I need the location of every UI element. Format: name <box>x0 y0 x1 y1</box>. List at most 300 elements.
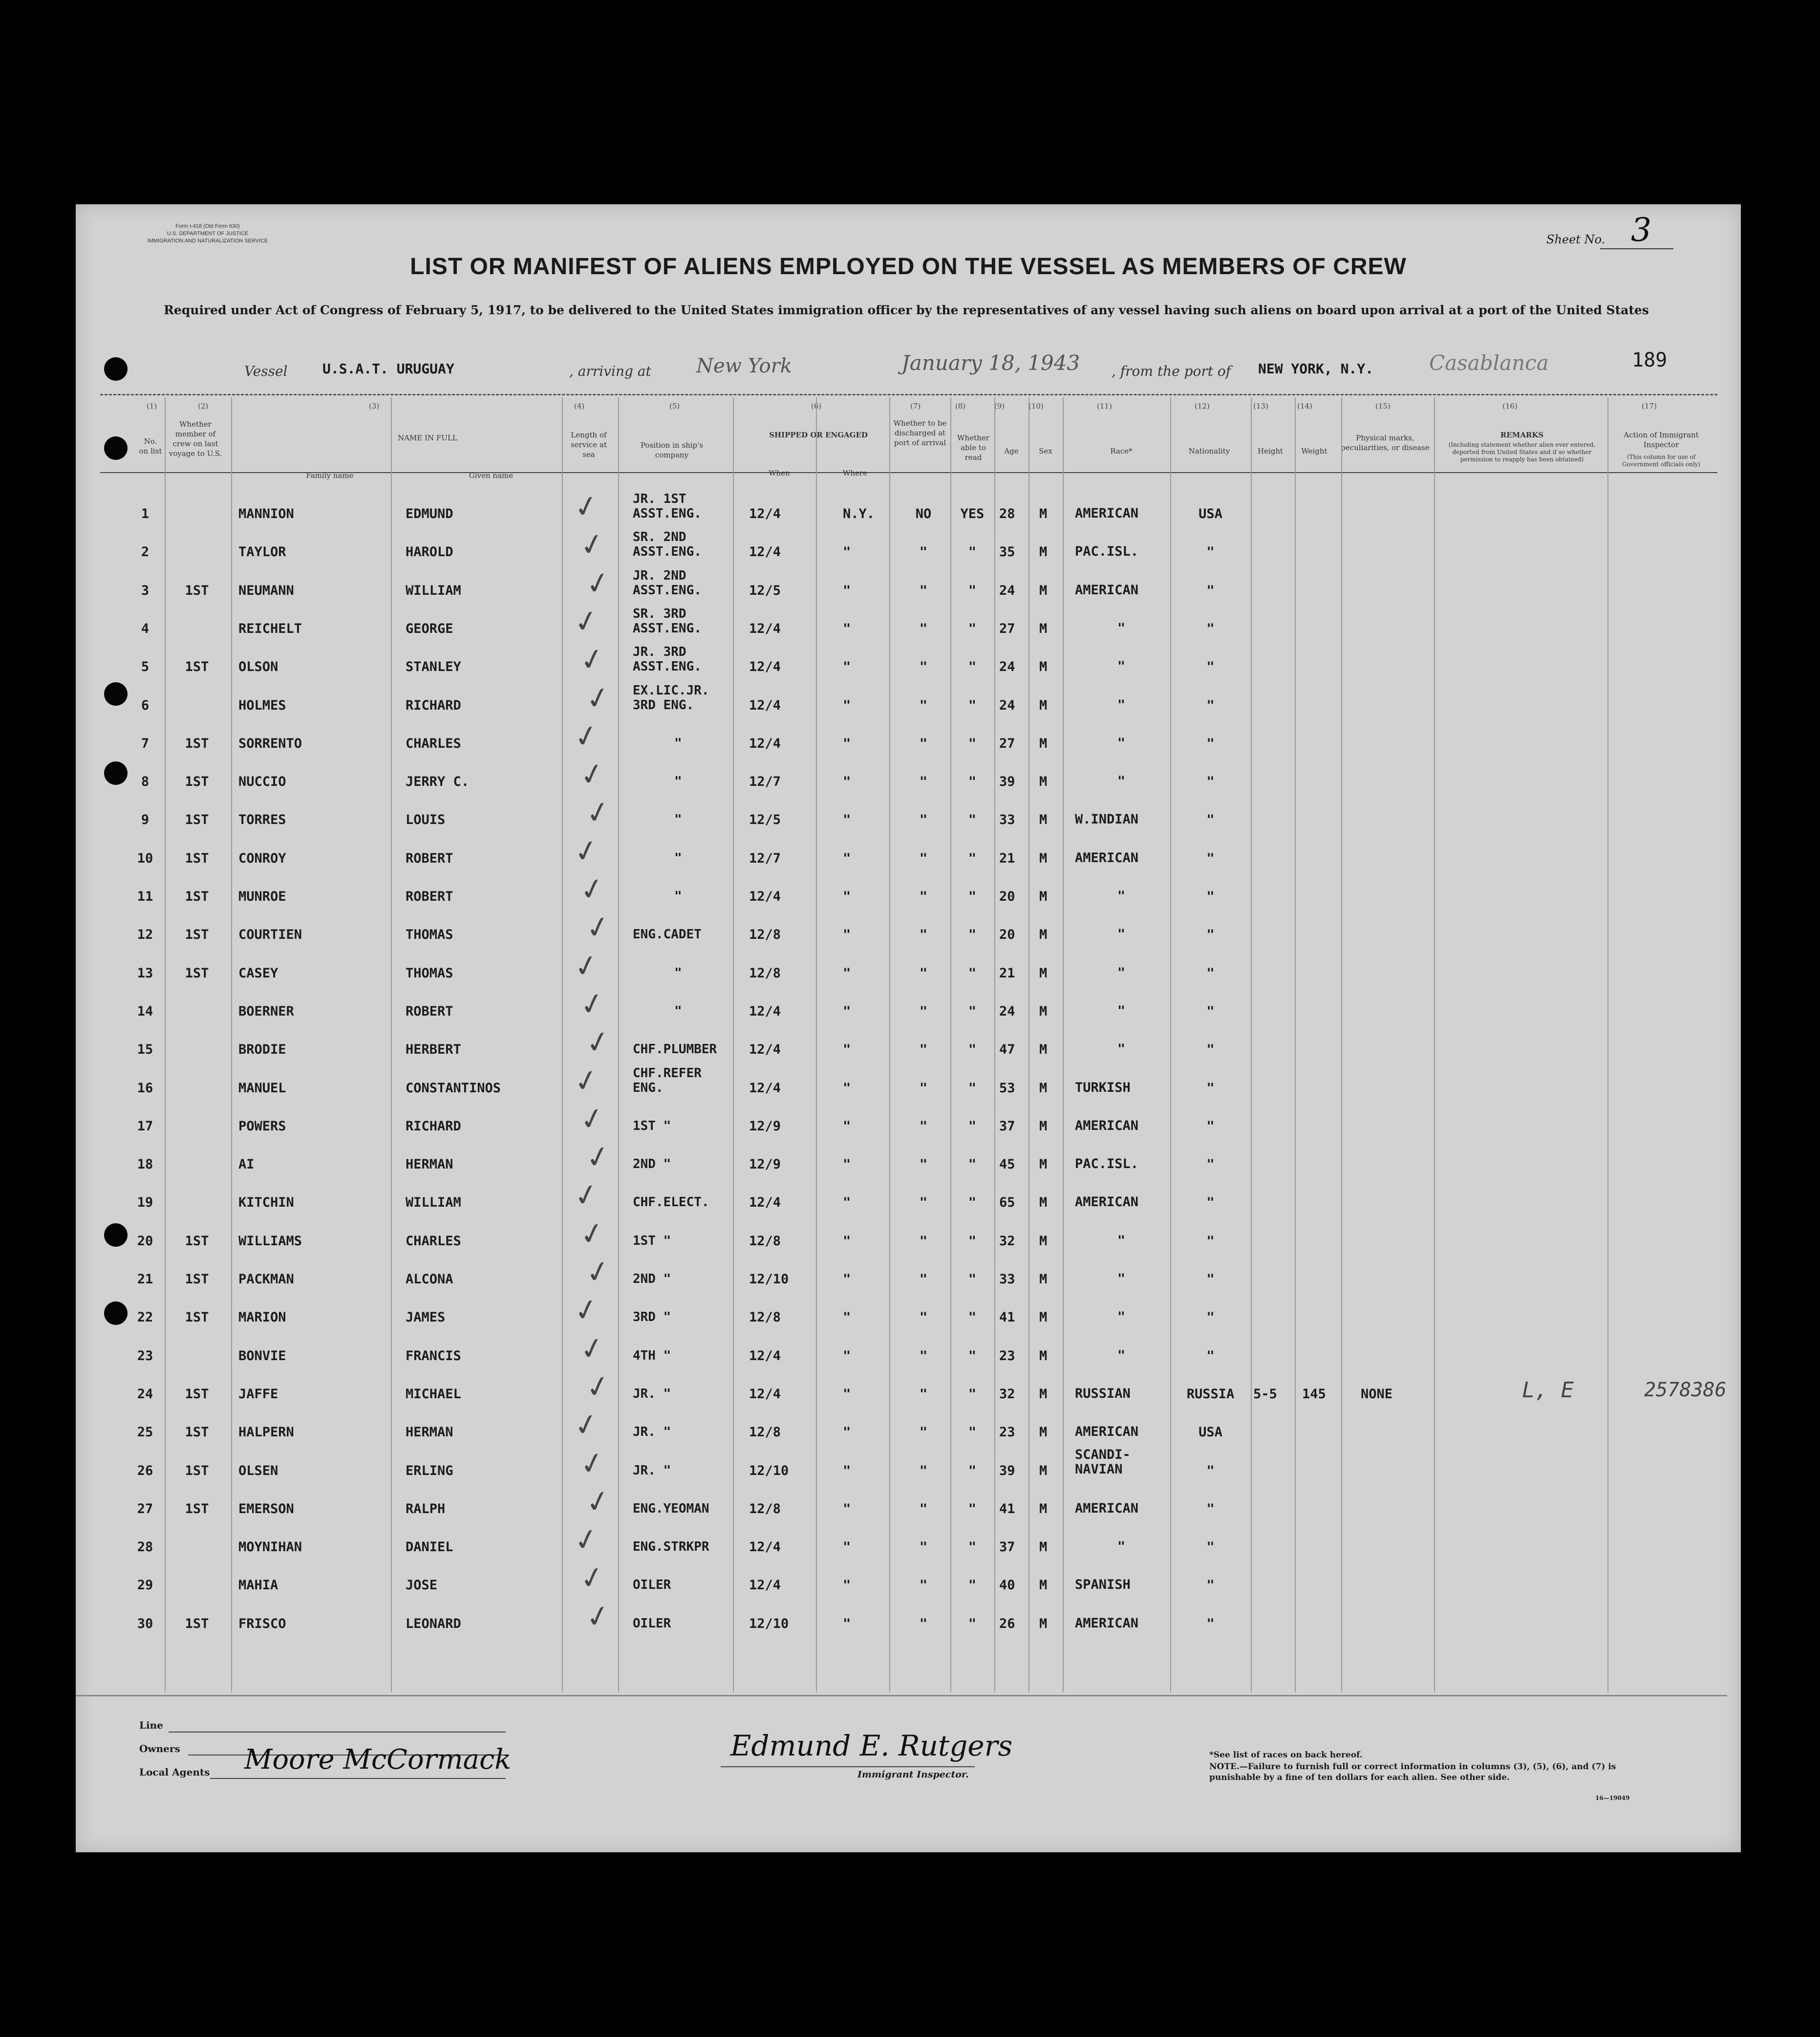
given-name: JAMES <box>406 1310 446 1325</box>
position-line-2: " <box>674 965 682 980</box>
table-row <box>76 1214 1741 1263</box>
shipped-when: 12/8 <box>749 1501 781 1517</box>
able-to-read: " <box>968 812 977 828</box>
shipped-where: " <box>843 1233 851 1249</box>
sex: M <box>1039 659 1048 675</box>
discharged: " <box>919 621 928 636</box>
position-line-2: JR. " <box>633 1425 671 1440</box>
sex: M <box>1039 850 1048 866</box>
position-in-ship <box>633 1410 730 1439</box>
able-to-read: " <box>968 1233 977 1249</box>
shipped-where: " <box>843 774 851 790</box>
row-number: 5 <box>141 659 150 675</box>
row-number: 11 <box>137 889 153 904</box>
family-name: JAFFE <box>238 1386 278 1402</box>
position-in-ship <box>633 1563 730 1592</box>
manifest-sheet <box>76 204 1741 1852</box>
age: 41 <box>999 1501 1015 1517</box>
able-to-read: " <box>968 1157 977 1172</box>
position-line-1 <box>633 1295 730 1310</box>
row-number: 4 <box>141 621 150 636</box>
shipped-where: N.Y. <box>843 506 875 521</box>
table-row <box>76 640 1741 689</box>
form-id <box>144 223 271 245</box>
row-number: 28 <box>137 1539 153 1555</box>
footer-owners-label: Owners <box>139 1743 180 1755</box>
sex: M <box>1039 927 1048 943</box>
able-to-read: " <box>968 1310 977 1325</box>
table-row <box>76 1597 1741 1646</box>
nationality: " <box>1206 1042 1215 1058</box>
race: W.INDIAN <box>1075 812 1139 827</box>
form-id-line: IMMIGRATION AND NATURALIZATION SERVICE <box>147 238 268 244</box>
family-name: HALPERN <box>238 1425 294 1440</box>
row-number: 23 <box>137 1348 153 1364</box>
shipped-when: 12/8 <box>749 965 781 981</box>
col-header-weight: Weight <box>1301 447 1328 455</box>
col-number: (14) <box>1297 402 1312 411</box>
age: 35 <box>999 544 1015 560</box>
family-name: CONROY <box>238 850 286 866</box>
able-to-read: " <box>968 965 977 981</box>
given-name: FRANCIS <box>406 1348 461 1364</box>
document-subtitle: Required under Act of Congress of February 5, 1917, to be delivered to the United States immigration officer by the representatives of any vessel having such aliens on board upon arrival at a port of the United States <box>164 303 1649 317</box>
prev-voyage: 1ST <box>185 850 209 866</box>
discharged: " <box>919 927 928 943</box>
check-mark-icon: ✓ <box>571 1520 602 1560</box>
sex: M <box>1039 1003 1048 1019</box>
position-in-ship <box>633 1525 730 1554</box>
given-name: JOSE <box>406 1578 438 1593</box>
position-in-ship <box>633 1372 730 1401</box>
row-number: 26 <box>137 1463 153 1478</box>
sheet-number: 3 <box>1631 211 1651 249</box>
able-to-read: " <box>968 621 977 636</box>
sex: M <box>1039 583 1048 598</box>
family-name: NEUMANN <box>238 583 294 598</box>
given-name: ROBERT <box>406 850 453 866</box>
col-number: (7) <box>910 402 921 411</box>
shipped-when: 12/8 <box>749 1425 781 1440</box>
col-header-shipped: SHIPPED OR ENGAGED <box>769 431 868 439</box>
shipped-when: 12/9 <box>749 1118 781 1134</box>
discharged: " <box>919 1386 928 1402</box>
position-in-ship <box>633 1180 730 1210</box>
age: 65 <box>999 1195 1015 1211</box>
check-mark-icon: ✓ <box>582 793 614 832</box>
shipped-where: " <box>843 965 851 981</box>
prev-voyage: 1ST <box>185 812 209 828</box>
prev-voyage: 1ST <box>185 1425 209 1440</box>
vessel-name: U.S.A.T. URUGUAY <box>322 361 454 377</box>
nationality: RUSSIA <box>1186 1386 1235 1402</box>
table-row <box>76 1253 1741 1301</box>
position-line-2: " <box>674 736 682 751</box>
position-line-2: ASST.ENG. <box>633 621 702 636</box>
penalty-note: NOTE.—Failure to furnish full or correct information in columns (3), (5), (6), and (7) is punishable by a fine of ten dollars for each alien. See other side. <box>1209 1762 1616 1782</box>
age: 32 <box>999 1233 1015 1249</box>
age: 37 <box>999 1539 1015 1555</box>
col-header-action-sub: (This column for use of Government officials only) <box>1622 454 1701 468</box>
col-header-remarks-sub: (Including statement whether alien ever entered, deported from United States and if so whether permission to reapply has been obtained) <box>1448 441 1596 463</box>
col-number: (15) <box>1375 402 1391 411</box>
header-rule <box>100 394 1717 395</box>
discharged: " <box>919 1157 928 1172</box>
age: 21 <box>999 850 1015 866</box>
discharged: " <box>919 1118 928 1134</box>
position-in-ship <box>633 836 730 866</box>
nationality: " <box>1206 1501 1215 1517</box>
discharged: " <box>919 736 928 751</box>
family-name: SORRENTO <box>238 736 302 751</box>
shipped-when: 12/4 <box>749 697 781 713</box>
document-title: LIST OR MANIFEST OF ALIENS EMPLOYED ON THE VESSEL AS MEMBERS OF CREW <box>410 254 1407 280</box>
prev-voyage: 1ST <box>185 1501 209 1517</box>
position-in-ship <box>633 683 730 713</box>
discharged: " <box>919 1272 928 1287</box>
shipped-where: " <box>843 1042 851 1058</box>
check-mark-icon: ✓ <box>577 1214 608 1254</box>
able-to-read: " <box>968 1501 977 1517</box>
position-in-ship <box>633 721 730 751</box>
age: 28 <box>999 506 1015 521</box>
prev-voyage: 1ST <box>185 1233 209 1249</box>
nationality: " <box>1206 850 1215 866</box>
nationality: " <box>1206 1195 1215 1211</box>
age: 21 <box>999 965 1015 981</box>
arriving-label: , arriving at <box>569 363 651 379</box>
nationality: " <box>1206 927 1215 943</box>
table-row <box>76 717 1741 765</box>
row-number: 14 <box>137 1003 153 1019</box>
given-name: HAROLD <box>406 544 453 560</box>
given-name: HERMAN <box>406 1157 453 1172</box>
given-name: CONSTANTINOS <box>406 1080 501 1096</box>
shipped-where: " <box>843 1272 851 1287</box>
discharged: " <box>919 1003 928 1019</box>
shipped-when: 12/4 <box>749 544 781 560</box>
prev-voyage: 1ST <box>185 965 209 981</box>
check-mark-icon: ✓ <box>571 487 602 526</box>
position-line-2: 2ND " <box>633 1272 671 1286</box>
able-to-read: " <box>968 774 977 790</box>
sheet-number-line <box>1600 248 1673 249</box>
age: 24 <box>999 583 1015 598</box>
race: AMERICAN <box>1075 1615 1139 1631</box>
position-in-ship <box>633 912 730 942</box>
shipped-where: " <box>843 1539 851 1555</box>
position-line-2: ENG.YEOMAN <box>633 1501 709 1516</box>
check-mark-icon: ✓ <box>577 525 608 564</box>
col-number: (10) <box>1028 402 1044 411</box>
race: TURKISH <box>1075 1080 1131 1095</box>
table-row <box>76 1176 1741 1224</box>
position-in-ship <box>633 1487 730 1516</box>
col-number: (12) <box>1195 402 1210 411</box>
table-row <box>76 870 1741 918</box>
shipped-where: " <box>843 1463 851 1478</box>
able-to-read: " <box>968 1425 977 1440</box>
position-line-1 <box>633 1142 730 1157</box>
race: AMERICAN <box>1075 506 1139 521</box>
position-line-1: SR. 3RD <box>633 606 686 621</box>
race: " <box>1117 620 1126 636</box>
sex: M <box>1039 1118 1048 1134</box>
position-in-ship <box>633 1295 730 1324</box>
footer-agents-label: Local Agents <box>139 1766 210 1778</box>
position-line-2: " <box>674 850 682 866</box>
nationality: " <box>1206 621 1215 636</box>
footer-line-label: Line <box>139 1719 163 1731</box>
physical-marks: NONE <box>1361 1386 1393 1402</box>
nationality: USA <box>1199 506 1222 521</box>
shipped-where: " <box>843 889 851 904</box>
able-to-read: " <box>968 1080 977 1096</box>
age: 37 <box>999 1118 1015 1134</box>
position-line-1 <box>633 1563 730 1578</box>
height: 5-5 <box>1253 1386 1277 1402</box>
family-name: HOLMES <box>238 697 286 713</box>
race: " <box>1117 927 1126 942</box>
shipped-where: " <box>843 1195 851 1211</box>
shipped-when: 12/4 <box>749 1386 781 1402</box>
shipped-when: 12/4 <box>749 1080 781 1096</box>
sex: M <box>1039 1157 1048 1172</box>
position-line-2: CHF.PLUMBER <box>633 1042 717 1057</box>
family-name: TAYLOR <box>238 544 286 560</box>
shipped-when: 12/5 <box>749 812 781 828</box>
family-name: OLSEN <box>238 1463 278 1478</box>
discharged: " <box>919 659 928 675</box>
given-name: MICHAEL <box>406 1386 461 1402</box>
nationality: " <box>1206 965 1215 981</box>
col-header-age: Age <box>1004 447 1019 455</box>
position-line-1: CHF.REFER <box>633 1065 702 1081</box>
prev-voyage: 1ST <box>185 774 209 790</box>
table-row <box>76 1138 1741 1186</box>
check-mark-icon: ✓ <box>577 1329 608 1368</box>
position-in-ship <box>633 1449 730 1478</box>
nationality: " <box>1206 736 1215 751</box>
position-line-1: SR. 2ND <box>633 530 686 545</box>
race: PAC.ISL. <box>1075 1156 1139 1172</box>
check-mark-icon: ✓ <box>577 985 608 1024</box>
discharged: " <box>919 1501 928 1517</box>
discharged: " <box>919 1195 928 1211</box>
sex: M <box>1039 1310 1048 1325</box>
position-line-2: JR. " <box>633 1463 671 1478</box>
row-number: 20 <box>137 1233 153 1249</box>
position-in-ship <box>633 1104 730 1133</box>
prev-voyage: 1ST <box>185 1310 209 1325</box>
row-number: 27 <box>137 1501 153 1517</box>
position-line-2: " <box>674 774 682 789</box>
age: 23 <box>999 1348 1015 1364</box>
age: 24 <box>999 1003 1015 1019</box>
family-name: MANNION <box>238 506 294 521</box>
prev-voyage: 1ST <box>185 736 209 751</box>
col-header-no: No. on list <box>139 437 162 455</box>
age: 33 <box>999 812 1015 828</box>
check-mark-icon: ✓ <box>582 1023 614 1062</box>
position-line-2: ASST.ENG. <box>633 583 702 598</box>
family-name: REICHELT <box>238 621 302 636</box>
shipped-where: " <box>843 583 851 598</box>
shipped-where: " <box>843 1425 851 1440</box>
arriving-port: New York <box>696 355 792 377</box>
sex: M <box>1039 506 1048 521</box>
position-line-2: ENG.CADET <box>633 927 702 942</box>
from-port-handwritten: Casablanca <box>1429 351 1549 375</box>
age: 24 <box>999 697 1015 713</box>
shipped-where: " <box>843 1310 851 1325</box>
family-name: BRODIE <box>238 1042 286 1058</box>
position-in-ship <box>633 1027 730 1057</box>
col-number: (16) <box>1502 402 1518 411</box>
col-header-discharged: Whether to be discharged at port of arrival <box>893 419 947 447</box>
able-to-read: " <box>968 1348 977 1364</box>
position-line-1 <box>633 836 730 851</box>
shipped-when: 12/4 <box>749 1042 781 1058</box>
family-name: OLSON <box>238 659 278 675</box>
race: " <box>1117 1271 1126 1286</box>
col-number: (1) <box>147 402 157 411</box>
check-mark-icon: ✓ <box>571 602 602 641</box>
given-name: HERBERT <box>406 1042 461 1058</box>
inspector-action: 2578386 <box>1644 1378 1727 1401</box>
given-name: ROBERT <box>406 1003 453 1019</box>
family-name: POWERS <box>238 1118 286 1134</box>
nationality: " <box>1206 812 1215 828</box>
col-number: (13) <box>1253 402 1268 411</box>
col-header-height: Height <box>1257 447 1284 455</box>
col-header-race: Race* <box>1110 447 1133 455</box>
sex: M <box>1039 889 1048 904</box>
sex: M <box>1039 544 1048 560</box>
col-header-family: Family name <box>306 471 354 480</box>
prev-voyage: 1ST <box>185 1616 209 1631</box>
sex: M <box>1039 965 1048 981</box>
table-row <box>76 487 1741 536</box>
row-number: 17 <box>137 1118 153 1134</box>
footer-line-rule <box>169 1732 506 1733</box>
given-name: CHARLES <box>406 736 461 751</box>
arrival-date: January 18, 1943 <box>901 351 1080 375</box>
col-number: (17) <box>1642 402 1657 411</box>
discharged: " <box>919 1539 928 1555</box>
row-number: 1 <box>141 506 150 521</box>
table-row <box>76 1291 1741 1339</box>
able-to-read: " <box>968 659 977 675</box>
given-name: CHARLES <box>406 1233 461 1249</box>
col-header-able-read: Whether able to read <box>957 433 989 462</box>
able-to-read: " <box>968 1195 977 1211</box>
shipped-where: " <box>843 621 851 636</box>
sex: M <box>1039 812 1048 828</box>
discharged: " <box>919 697 928 713</box>
given-name: STANLEY <box>406 659 461 675</box>
position-in-ship <box>633 1257 730 1286</box>
col-header-nationality: Nationality <box>1188 447 1230 455</box>
family-name: EMERSON <box>238 1501 294 1517</box>
position-line-2: 4TH " <box>633 1348 671 1363</box>
sex: M <box>1039 1616 1048 1631</box>
position-line-2: " <box>674 889 682 904</box>
remarks: L, E <box>1522 1377 1574 1403</box>
family-name: FRISCO <box>238 1616 286 1631</box>
able-to-read: " <box>968 927 977 943</box>
given-name: RICHARD <box>406 697 461 713</box>
shipped-when: 12/4 <box>749 1003 781 1019</box>
nationality: " <box>1206 1539 1215 1555</box>
position-line-1 <box>633 1372 730 1387</box>
position-in-ship <box>633 607 730 636</box>
nationality: USA <box>1199 1425 1222 1440</box>
prev-voyage: 1ST <box>185 1463 209 1478</box>
discharged: " <box>919 812 928 828</box>
discharged: " <box>919 1042 928 1058</box>
col-number: (2) <box>198 402 209 411</box>
shipped-when: 12/4 <box>749 1348 781 1364</box>
age: 20 <box>999 927 1015 943</box>
given-name: LOUIS <box>406 812 446 828</box>
check-mark-icon: ✓ <box>582 1597 614 1636</box>
race: " <box>1117 1041 1126 1057</box>
table-row <box>76 793 1741 842</box>
nationality: " <box>1206 1118 1215 1134</box>
position-in-ship <box>633 759 730 789</box>
shipped-where: " <box>843 1348 851 1364</box>
able-to-read: " <box>968 544 977 560</box>
position-line-2: ASST.ENG. <box>633 659 702 674</box>
table-row <box>76 1023 1741 1071</box>
row-number: 6 <box>141 697 150 713</box>
weight: 145 <box>1302 1386 1326 1402</box>
inspector-label: Immigrant Inspector. <box>857 1769 969 1780</box>
shipped-where: " <box>843 812 851 828</box>
col-number: (8) <box>955 402 966 411</box>
family-name: CASEY <box>238 965 278 981</box>
table-row <box>76 832 1741 880</box>
discharged: " <box>919 544 928 560</box>
prev-voyage: 1ST <box>185 927 209 943</box>
check-mark-icon: ✓ <box>577 870 608 909</box>
shipped-when: 12/4 <box>749 1578 781 1593</box>
race: " <box>1117 774 1126 789</box>
shipped-where: " <box>843 1501 851 1517</box>
position-in-ship <box>633 1334 730 1363</box>
agents-signature: Moore McCormack <box>244 1744 512 1776</box>
shipped-when: 12/8 <box>749 1233 781 1249</box>
table-row <box>76 1100 1741 1148</box>
check-mark-icon: ✓ <box>571 1406 602 1445</box>
check-mark-icon: ✓ <box>577 640 608 679</box>
age: 39 <box>999 1463 1015 1478</box>
vessel-label: Vessel <box>244 363 288 379</box>
race: " <box>1117 1347 1126 1363</box>
position-in-ship <box>633 1219 730 1248</box>
discharged: NO <box>915 506 932 521</box>
row-number: 29 <box>137 1578 153 1593</box>
col-header-action: Action of Immigrant Inspector <box>1624 431 1699 449</box>
footer-agents-rule <box>210 1778 506 1779</box>
table-row <box>76 985 1741 1033</box>
age: 39 <box>999 774 1015 790</box>
table-row <box>76 1482 1741 1531</box>
able-to-read: " <box>968 583 977 598</box>
able-to-read: " <box>968 1578 977 1593</box>
position-line-1 <box>633 798 730 812</box>
